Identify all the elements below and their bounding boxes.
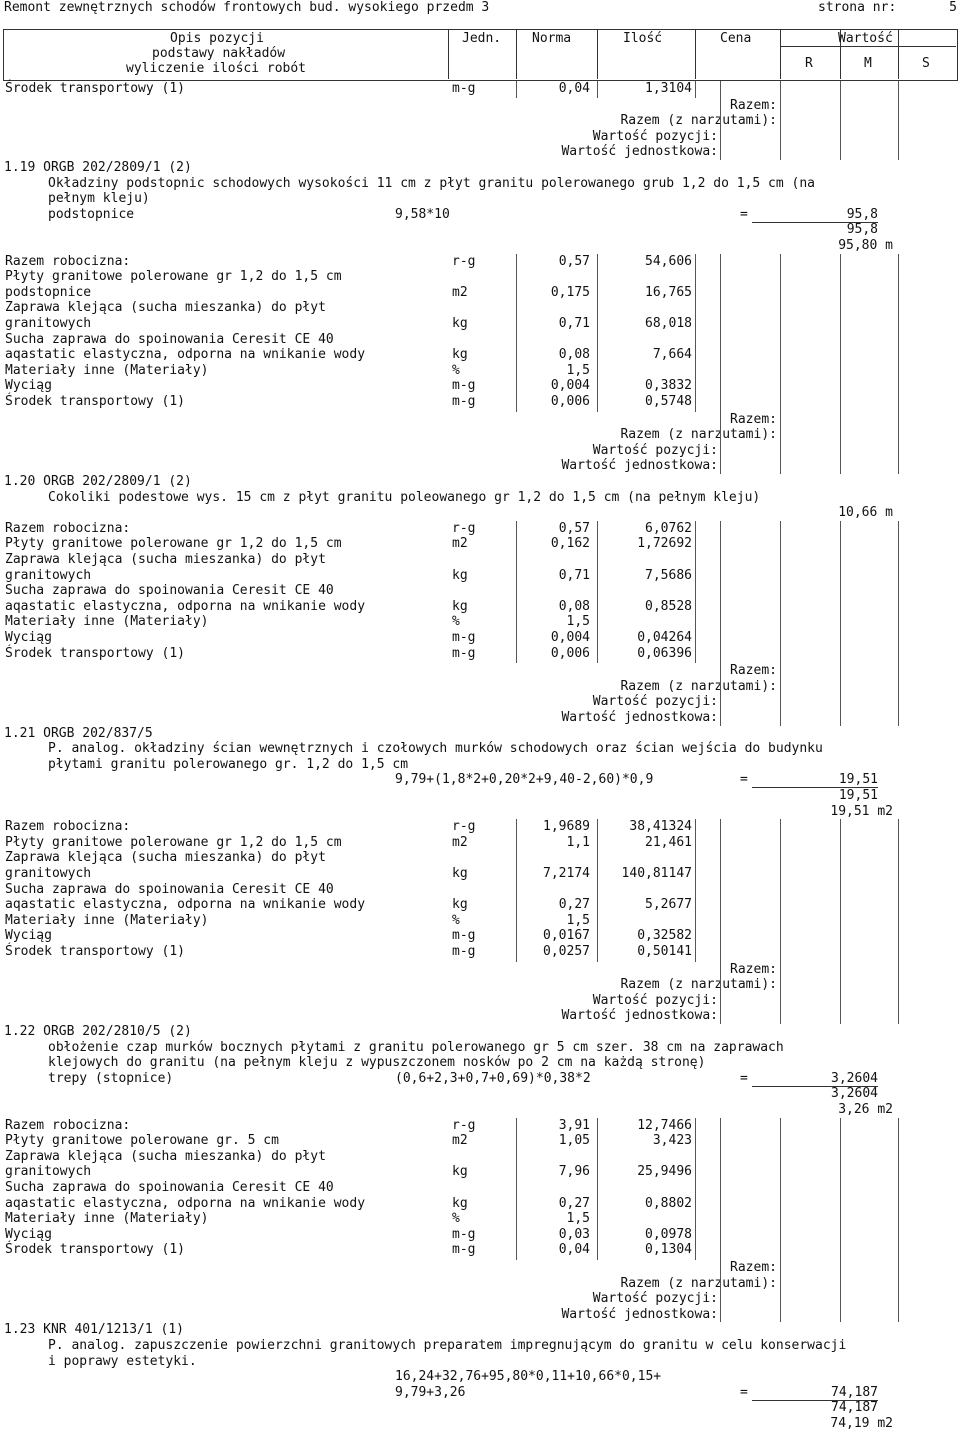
resource-qty: 0,0978 [645, 1226, 692, 1242]
resource-norm: 7,96 [558, 1164, 590, 1180]
resource-norm: 0,0257 [543, 944, 590, 959]
resource-name: aqastatic elastyczna, odporna na wnikanie wody [5, 897, 366, 913]
resource-qty: 0,32582 [637, 928, 692, 944]
resource-name: Materiały inne (Materiały) [5, 912, 209, 928]
header-desc: podstawy nakładów [152, 46, 286, 61]
resource-qty: 7,664 [652, 347, 692, 363]
resource-norm: 1,5 [566, 614, 590, 630]
resource-qty: 0,3832 [645, 378, 692, 394]
table-gridline [898, 81, 899, 160]
resource-unit: % [452, 912, 460, 928]
resource-norm: 1,05 [558, 1133, 590, 1149]
resource-name: Zaprawa klejąca (sucha mieszanka) do płyt [5, 300, 326, 316]
table-gridline [840, 1118, 841, 1323]
resource-qty: 0,8528 [645, 598, 692, 614]
resource-name: granitowych [5, 1164, 92, 1180]
resource-unit: m-g [452, 378, 476, 394]
header-value: Wartość [838, 31, 893, 46]
resource-norm: 1,9689 [543, 819, 590, 835]
resource-unit: kg [452, 598, 468, 614]
header-divider [695, 29, 696, 79]
resource-unit: kg [452, 567, 468, 583]
header-qty: Ilość [623, 31, 663, 46]
resource-norm: 0,004 [550, 630, 590, 645]
resource-unit: kg [452, 1195, 468, 1211]
resource-unit: m2 [452, 284, 468, 300]
item-code: 1.19 ORGB 202/2809/1 (2) [4, 160, 192, 175]
header-divider [516, 29, 517, 79]
resource-qty: 0,04264 [637, 630, 692, 645]
summary-razem-narzut: Razem (z narzutami): [620, 678, 777, 694]
header-m: M [864, 56, 872, 71]
table-gridline [720, 819, 721, 1024]
summary-wartosc-jedn: Wartość jednostkowa: [561, 1306, 718, 1322]
summary-wartosc-pozycji: Wartość pozycji: [592, 992, 718, 1008]
page-number: 5 [949, 0, 957, 15]
table-gridline [516, 1118, 517, 1260]
calc-label: podstopnice [48, 206, 135, 222]
summary-razem-narzut: Razem (z narzutami): [620, 427, 777, 443]
resource-unit: r-g [452, 253, 476, 269]
table-gridline [695, 254, 696, 412]
table-gridline [780, 254, 781, 474]
calc-sum: 95,8 [846, 222, 878, 238]
resource-qty: 0,50141 [637, 944, 692, 959]
table-gridline [516, 521, 517, 663]
table-gridline [516, 819, 517, 961]
header-desc: wyliczenie ilości robót [126, 61, 307, 76]
resource-unit: kg [452, 866, 468, 881]
item-code: 1.20 ORGB 202/2809/1 (2) [4, 474, 192, 489]
calc-equals: = [740, 772, 748, 788]
table-gridline [720, 81, 721, 160]
resource-name: Zaprawa klejąca (sucha mieszanka) do płyt [5, 850, 326, 866]
table-gridline [898, 1118, 899, 1323]
table-gridline [695, 819, 696, 961]
header-divider [780, 29, 781, 79]
summary-wartosc-pozycji: Wartość pozycji: [592, 128, 718, 144]
resource-unit: r-g [452, 819, 476, 835]
resource-unit: m2 [452, 834, 468, 850]
resource-norm: 0,162 [550, 536, 590, 552]
resource-unit: r-g [452, 520, 476, 536]
header-divider [448, 29, 449, 79]
table-gridline [695, 1118, 696, 1260]
table-gridline [720, 254, 721, 474]
item-description: płytami granitu polerowanego gr. 1,2 do 1,5 cm [48, 756, 409, 772]
resource-norm: 1,5 [566, 912, 590, 928]
summary-razem-narzut: Razem (z narzutami): [620, 113, 777, 129]
calc-expression: 9,58*10 [395, 206, 450, 222]
resource-norm: 0,004 [550, 378, 590, 394]
resource-unit: m2 [452, 536, 468, 552]
table-gridline [840, 521, 841, 726]
resource-unit: m-g [452, 645, 476, 661]
resource-norm: 0,03 [558, 1226, 590, 1242]
resource-unit: m-g [452, 394, 476, 409]
summary-razem: Razem: [730, 97, 777, 113]
calc-result: 19,51 [838, 772, 878, 788]
summary-wartosc-pozycji: Wartość pozycji: [592, 1291, 718, 1307]
header-unit: Jedn. [462, 31, 502, 46]
resource-name: podstopnice [5, 284, 92, 300]
table-gridline [695, 521, 696, 663]
resource-norm: 7,2174 [543, 866, 590, 881]
resource-name: Wyciąg [5, 630, 52, 645]
resource-unit: m-g [452, 928, 476, 944]
resource-name: aqastatic elastyczna, odporna na wnikanie wody [5, 598, 366, 614]
summary-razem: Razem: [730, 961, 777, 977]
resource-unit: kg [452, 316, 468, 331]
calc-sum: 19,51 [838, 788, 878, 803]
summary-razem: Razem: [730, 411, 777, 427]
resource-name: Płyty granitowe polerowane gr 1,2 do 1,5 cm [5, 536, 342, 552]
resource-unit: m-g [452, 1226, 476, 1242]
resource-qty: 1,72692 [637, 536, 692, 552]
resource-qty: 0,5748 [645, 394, 692, 409]
header-divider [898, 29, 899, 79]
header-divider [780, 46, 956, 47]
resource-name: Zaprawa klejąca (sucha mieszanka) do płyt [5, 1148, 326, 1164]
header-norm: Norma [532, 31, 572, 46]
summary-razem-narzut: Razem (z narzutami): [620, 977, 777, 993]
resource-unit: r-g [452, 1117, 476, 1133]
header-s: S [922, 56, 930, 71]
resource-norm: 1,5 [566, 1211, 590, 1227]
resource-name: granitowych [5, 567, 92, 583]
table-gridline [898, 521, 899, 726]
resource-unit: kg [452, 1164, 468, 1180]
resource-qty: 0,06396 [637, 645, 692, 661]
resource-name: granitowych [5, 866, 92, 881]
table-gridline [516, 81, 517, 98]
resource-name: Sucha zaprawa do spoinowania Ceresit CE 40 [5, 331, 334, 347]
resource-norm: 0,04 [558, 81, 590, 96]
table-gridline [597, 819, 598, 961]
resource-name: Razem robocizna: [5, 520, 131, 536]
resource-name: Płyty granitowe polerowane gr. 5 cm [5, 1133, 279, 1149]
resource-name: aqastatic elastyczna, odporna na wnikanie wody [5, 1195, 366, 1211]
resource-qty: 1,3104 [645, 81, 692, 96]
table-gridline [840, 254, 841, 474]
resource-qty: 68,018 [645, 316, 692, 331]
resource-name: Sucha zaprawa do spoinowania Ceresit CE 40 [5, 1180, 334, 1195]
resource-name: Wyciąg [5, 928, 52, 944]
table-gridline [780, 81, 781, 160]
calc-result: 74,187 [831, 1384, 878, 1400]
page-title: Remont zewnętrznych schodów frontowych bud. wysokiego przedm 3 [4, 0, 490, 15]
calc-result: 3,2604 [831, 1070, 878, 1086]
table-gridline [695, 81, 696, 98]
resource-name: Płyty granitowe polerowane gr 1,2 do 1,5 cm [5, 269, 342, 285]
resource-qty: 7,5686 [645, 567, 692, 583]
summary-wartosc-pozycji: Wartość pozycji: [592, 442, 718, 458]
calc-sum: 3,2604 [831, 1086, 878, 1102]
table-gridline [720, 521, 721, 726]
resource-norm: 0,57 [558, 520, 590, 536]
resource-qty: 16,765 [645, 284, 692, 300]
resource-name: Płyty granitowe polerowane gr 1,2 do 1,5 cm [5, 834, 342, 850]
resource-norm: 3,91 [558, 1117, 590, 1133]
table-gridline [898, 819, 899, 1024]
resource-name: Środek transportowy (1) [5, 81, 186, 96]
item-total: 10,66 m [838, 505, 893, 521]
resource-name: Razem robocizna: [5, 253, 131, 269]
resource-name: Środek transportowy (1) [5, 1242, 186, 1258]
header-desc: Opis pozycji [170, 31, 264, 46]
calc-expression: (0,6+2,3+0,7+0,69)*0,38*2 [395, 1070, 591, 1086]
summary-razem: Razem: [730, 663, 777, 679]
header-divider [597, 29, 598, 79]
resource-name: Środek transportowy (1) [5, 645, 186, 661]
calc-result: 95,8 [846, 206, 878, 222]
calc-equals: = [740, 1384, 748, 1400]
resource-qty: 6,0762 [645, 520, 692, 536]
item-description: P. analog. zapuszczenie powierzchni granitowych preparatem impregnującym do granitu w celu konserwacji [48, 1338, 847, 1353]
resource-norm: 0,0167 [543, 928, 590, 944]
resource-norm: 0,71 [558, 316, 590, 331]
summary-wartosc-jedn: Wartość jednostkowa: [561, 1008, 718, 1024]
resource-unit: kg [452, 897, 468, 913]
resource-norm: 0,006 [550, 394, 590, 409]
table-gridline [597, 81, 598, 98]
resource-norm: 0,08 [558, 347, 590, 363]
resource-unit: m-g [452, 1242, 476, 1258]
resource-unit: % [452, 614, 460, 630]
item-total: 19,51 m2 [830, 803, 893, 819]
resource-norm: 0,27 [558, 1195, 590, 1211]
resource-norm: 0,175 [550, 284, 590, 300]
summary-wartosc-pozycji: Wartość pozycji: [592, 694, 718, 710]
table-gridline [780, 1118, 781, 1323]
resource-norm: 0,27 [558, 897, 590, 913]
resource-qty: 38,41324 [629, 819, 692, 835]
resource-qty: 54,606 [645, 253, 692, 269]
resource-name: Razem robocizna: [5, 819, 131, 835]
resource-qty: 0,8802 [645, 1195, 692, 1211]
calc-label: trepy (stopnice) [48, 1070, 174, 1086]
resource-name: Sucha zaprawa do spoinowania Ceresit CE 40 [5, 583, 334, 599]
summary-wartosc-jedn: Wartość jednostkowa: [561, 710, 718, 725]
table-gridline [597, 521, 598, 663]
item-description: klejowych do granitu (na pełnym kleju z wypuszczonem nosków po 2 cm na każdą stronę) [48, 1055, 706, 1071]
resource-unit: m-g [452, 81, 476, 96]
summary-wartosc-jedn: Wartość jednostkowa: [561, 458, 718, 474]
item-code: 1.22 ORGB 202/2810/5 (2) [4, 1024, 192, 1039]
calc-expression: 9,79+3,26 [395, 1384, 466, 1400]
item-total: 74,19 m2 [830, 1416, 893, 1431]
resource-unit: m-g [452, 944, 476, 959]
resource-qty: 25,9496 [637, 1164, 692, 1180]
resource-qty: 5,2677 [645, 897, 692, 913]
resource-name: Razem robocizna: [5, 1117, 131, 1133]
table-gridline [597, 254, 598, 412]
resource-qty: 21,461 [645, 834, 692, 850]
header-price: Cena [720, 31, 752, 46]
table-gridline [840, 81, 841, 160]
resource-unit: kg [452, 347, 468, 363]
resource-norm: 0,57 [558, 253, 590, 269]
resource-name: Materiały inne (Materiały) [5, 1211, 209, 1227]
resource-norm: 0,08 [558, 598, 590, 614]
resource-name: aqastatic elastyczna, odporna na wnikanie wody [5, 347, 366, 363]
calc-equals: = [740, 206, 748, 222]
resource-name: Materiały inne (Materiały) [5, 362, 209, 378]
resource-norm: 0,71 [558, 567, 590, 583]
table-gridline [898, 254, 899, 474]
item-description: Cokoliki podestowe wys. 15 cm z płyt granitu poleowanego gr 1,2 do 1,5 cm (na pełnym kleju) [48, 489, 761, 505]
summary-razem-narzut: Razem (z narzutami): [620, 1275, 777, 1291]
item-description: obłożenie czap murków bocznych płytami z granitu polerowanego gr 5 cm szer. 38 cm na zaprawach [48, 1039, 784, 1055]
item-code: 1.23 KNR 401/1213/1 (1) [4, 1322, 185, 1338]
summary-wartosc-jedn: Wartość jednostkowa: [561, 144, 718, 160]
table-gridline [840, 819, 841, 1024]
resource-name: Środek transportowy (1) [5, 394, 186, 409]
item-total: 3,26 m2 [838, 1102, 893, 1117]
resource-qty: 12,7466 [637, 1117, 692, 1133]
resource-unit: m2 [452, 1133, 468, 1149]
resource-unit: % [452, 1211, 460, 1227]
calc-expression: 16,24+32,76+95,80*0,11+10,66*0,15+ [395, 1369, 662, 1385]
item-description: P. analog. okładziny ścian wewnętrznych i czołowych murków schodowych oraz ścian wejścia do budynku [48, 741, 823, 757]
resource-name: Wyciąg [5, 378, 52, 394]
resource-name: Sucha zaprawa do spoinowania Ceresit CE 40 [5, 881, 334, 897]
table-gridline [720, 1118, 721, 1323]
resource-name: Środek transportowy (1) [5, 944, 186, 959]
table-gridline [597, 1118, 598, 1260]
resource-qty: 140,81147 [621, 866, 692, 881]
resource-name: Materiały inne (Materiały) [5, 614, 209, 630]
resource-name: Zaprawa klejąca (sucha mieszanka) do płyt [5, 552, 326, 567]
summary-razem: Razem: [730, 1260, 777, 1275]
resource-unit: m-g [452, 630, 476, 645]
resource-norm: 1,5 [566, 362, 590, 378]
resource-unit: % [452, 362, 460, 378]
resource-norm: 0,04 [558, 1242, 590, 1258]
item-description: Okładziny podstopnic schodowych wysokości 11 cm z płyt granitu polerowanego grub 1,2 do 1,5 cm (na [48, 175, 816, 191]
header-r: R [805, 56, 813, 71]
resource-norm: 0,006 [550, 645, 590, 661]
item-total: 95,80 m [838, 238, 893, 253]
calc-expression: 9,79+(1,8*2+0,20*2+9,40-2,60)*0,9 [395, 772, 654, 788]
page-number-label: strona nr: [818, 0, 897, 15]
table-gridline [780, 819, 781, 1024]
calc-sum: 74,187 [831, 1400, 878, 1416]
item-description: pełnym kleju) [48, 191, 150, 207]
table-gridline [780, 521, 781, 726]
resource-qty: 3,423 [652, 1133, 692, 1149]
resource-qty: 0,1304 [645, 1242, 692, 1258]
item-code: 1.21 ORGB 202/837/5 [4, 725, 153, 741]
resource-name: granitowych [5, 316, 92, 331]
table-gridline [516, 254, 517, 412]
calc-equals: = [740, 1070, 748, 1086]
resource-name: Wyciąg [5, 1226, 52, 1242]
resource-norm: 1,1 [566, 834, 590, 850]
item-description: i poprawy estetyki. [48, 1353, 197, 1369]
